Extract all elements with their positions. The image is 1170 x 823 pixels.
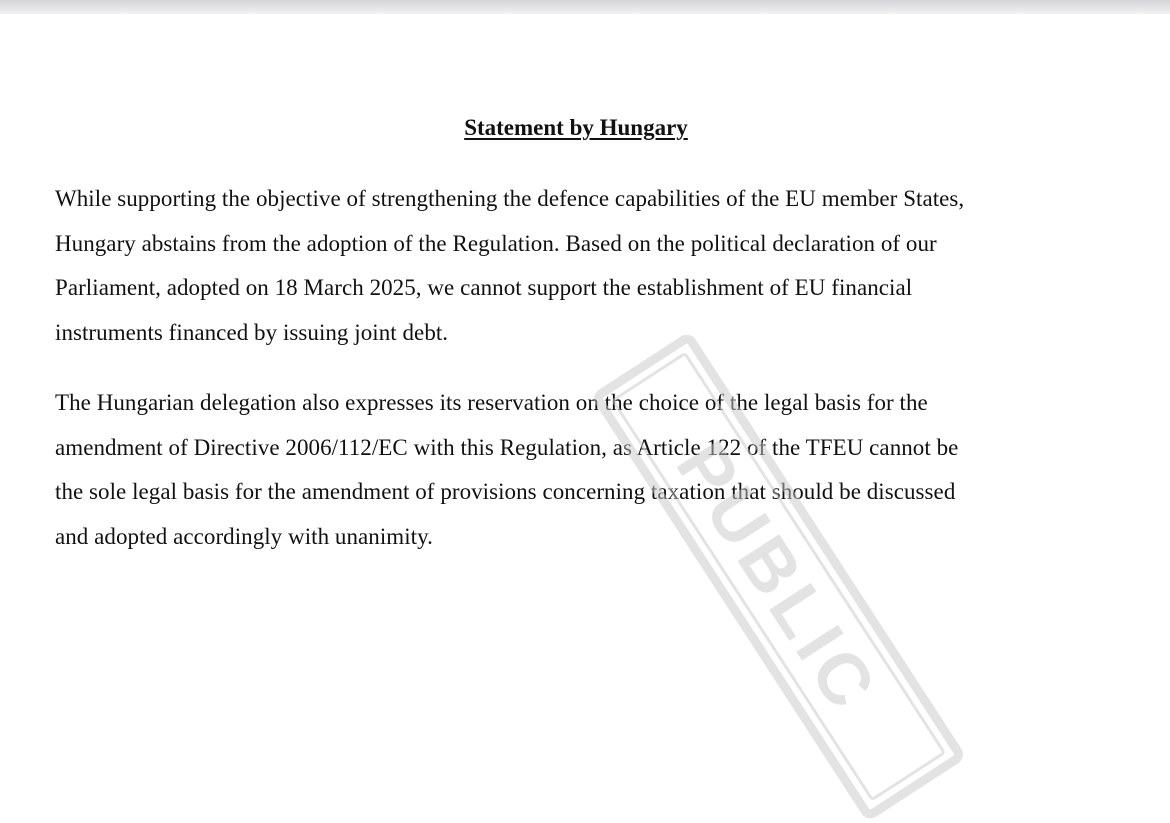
paragraph-line: the sole legal basis for the amendment of provisions concerning taxation that should be discussed: [55, 479, 956, 505]
paragraph-line: instruments financed by issuing joint debt.: [55, 320, 449, 346]
paragraph-reservation: [55, 381, 1095, 560]
paragraph-line: Hungary abstains from the adoption of the Regulation. Based on the political declaration of our: [55, 230, 937, 256]
paragraph-line: The Hungarian delegation also expresses its reservation on the choice of the legal basis for the: [55, 390, 928, 415]
paragraph-line: and adopted accordingly with unanimity.: [55, 524, 433, 550]
paragraph-line: While supporting the objective of strengthening the defence capabilities of the EU member States,: [55, 186, 965, 211]
paragraph-abstention: [55, 177, 1095, 356]
stamp-text: PUBLIC: [660, 428, 894, 727]
paragraph-line: amendment of Directive 2006/112/EC with this Regulation, as Article 122 of the TFEU cannot be: [55, 434, 959, 460]
paragraph-line: Parliament, adopted on 18 March 2025, we cannot support the establishment of EU financial: [55, 275, 913, 301]
document-title: Statement by Hungary: [464, 115, 688, 140]
viewer-top-bar: [0, 0, 1170, 14]
